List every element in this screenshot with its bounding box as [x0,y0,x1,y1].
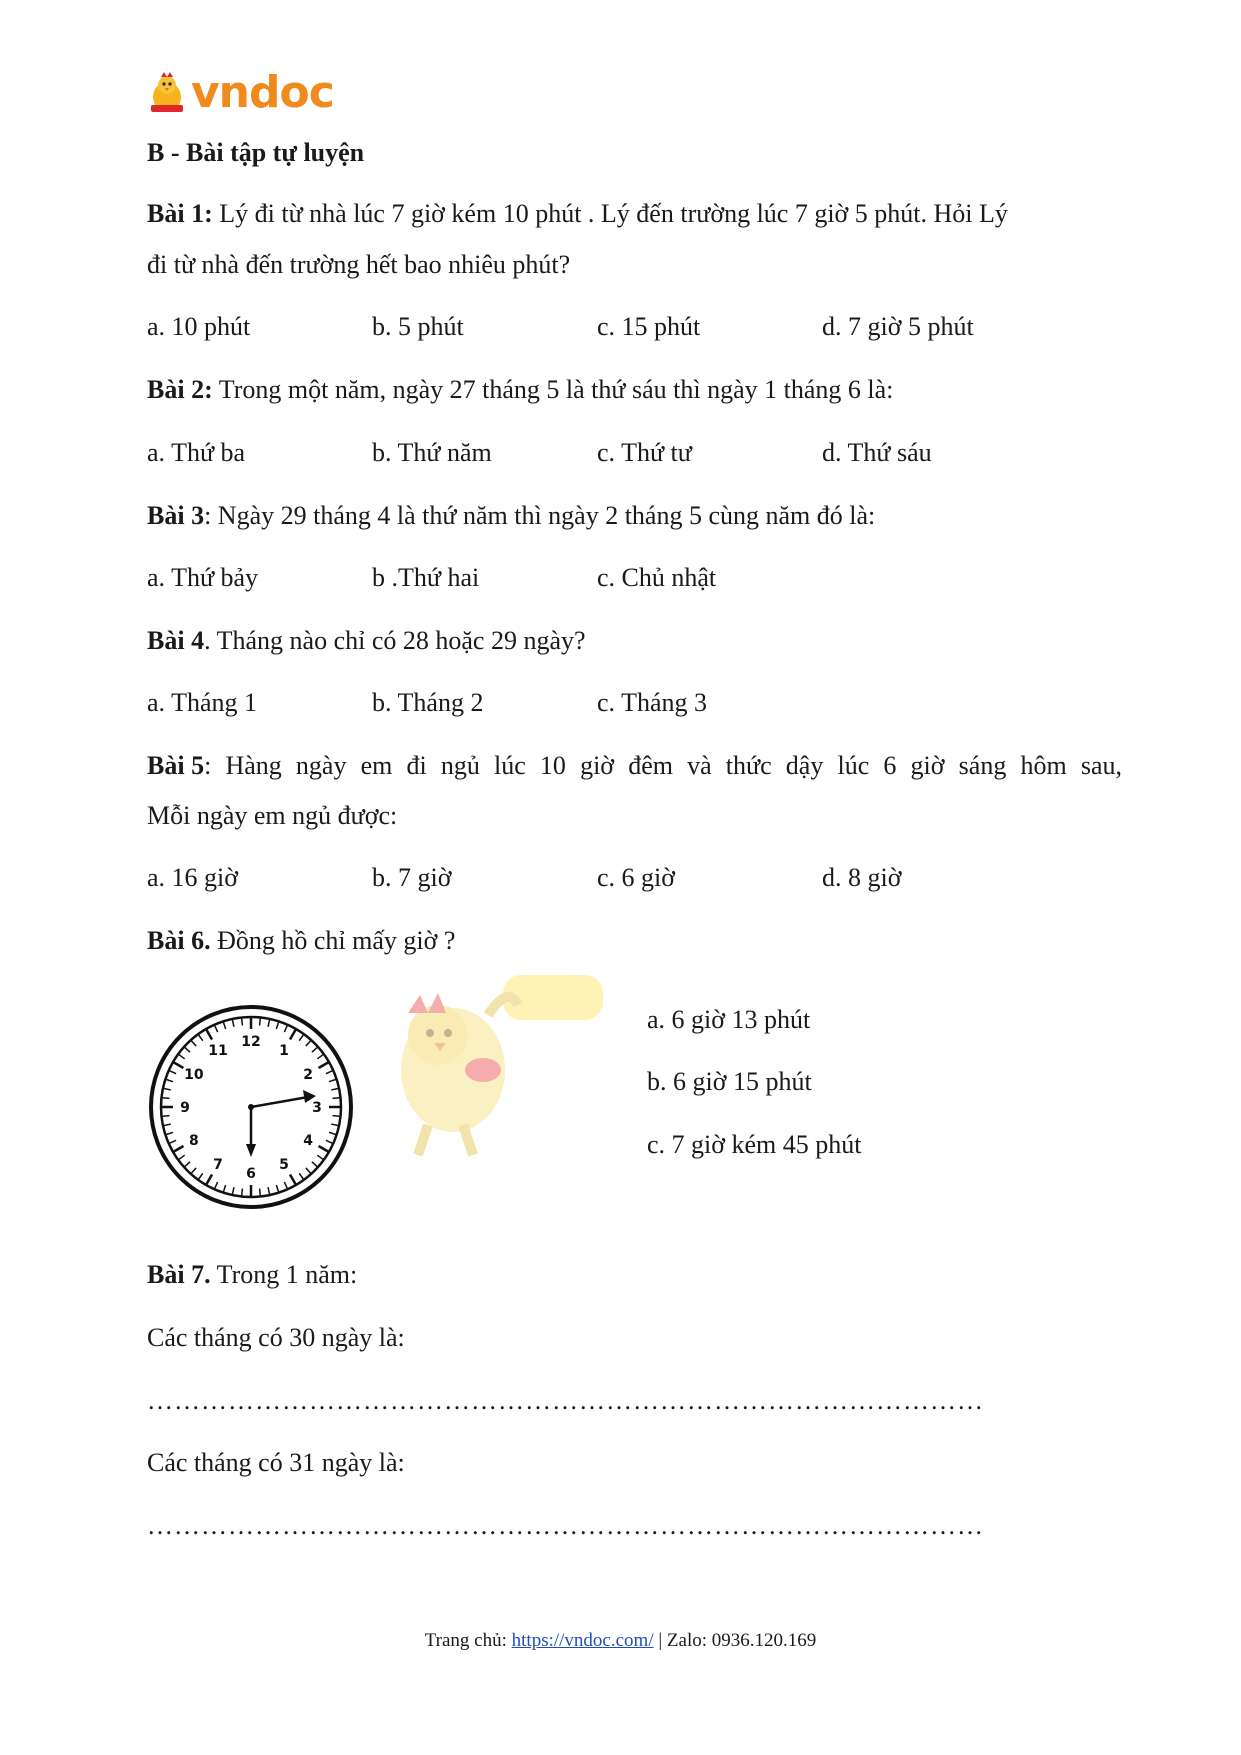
question-label: Bài 1: [147,199,213,228]
question-1-line2: đi từ nhà đến trường hết bao nhiêu phút? [147,250,571,279]
clock-number: 7 [213,1157,223,1174]
q1-option-a: a. 10 phút [147,312,251,341]
question-label: Bài 5 [147,751,205,780]
q6-option-c: c. 7 giờ kém 45 phút [647,1130,862,1159]
q4-option-a: a. Tháng 1 [147,688,257,717]
question-text: : Ngày 29 tháng 4 là thứ năm thì ngày 2 tháng 5 cùng năm đó là: [204,501,876,530]
question-label: Bài 2: [147,375,213,404]
question-7 [147,1258,357,1292]
question-5-line2: Mỗi ngày em ngủ được: [147,801,398,830]
clock-tick [162,1116,169,1117]
clock-number: 10 [184,1067,204,1083]
answer-dotted-line[interactable]: ………………………………………………………………………………… [147,1386,984,1415]
question-text: Trong 1 năm: [210,1260,358,1289]
clock-tick [260,1189,261,1196]
question-label: Bài 7. [147,1260,211,1289]
q2-option-a: a. Thứ ba [147,438,246,467]
q3-option-c: c. Chủ nhật [597,563,717,592]
section-title: B - Bài tập tự luyện [147,138,365,167]
q1-option-b: b. 5 phút [372,312,464,341]
q5-option-d: d. 8 giờ [822,863,902,892]
homepage-link[interactable]: https://vndoc.com/ [511,1630,654,1651]
clock-tick [162,1098,169,1099]
q4-option-b: b. Tháng 2 [372,688,484,717]
clock-number: 4 [303,1133,314,1149]
logo-text: vndoc [191,67,334,118]
footer-prefix: Trang chủ: [424,1630,512,1651]
clock-tick [260,1018,261,1025]
question-4 [147,624,586,658]
question-text: : Hàng ngày em đi ngủ lúc 10 giờ đêm và thức dậy lúc 6 giờ sáng hôm sau, [204,751,1122,780]
vndoc-logo [147,68,334,118]
clock-number: 12 [241,1034,261,1050]
clock-number: 1 [279,1042,289,1059]
chick-watermark-icon [368,975,608,1175]
page-footer [0,1630,1241,1652]
clock-tick [242,1018,243,1025]
q6-option-b: b. 6 giờ 15 phút [647,1067,812,1096]
months-31-days-label: Các tháng có 31 ngày là: [147,1448,405,1477]
q5-option-a: a. 16 giờ [147,863,239,892]
q2-option-c: c. Thứ tư [597,438,692,467]
q1-option-c: c. 15 phút [597,312,701,341]
question-text: Trong một năm, ngày 27 tháng 5 là thứ sáu thì ngày 1 tháng 6 là: [212,375,894,404]
clock-image [148,1004,354,1210]
q6-option-a: a. 6 giờ 13 phút [647,1005,811,1034]
question-text: Lý đi từ nhà lúc 7 giờ kém 10 phút . Lý đến trường lúc 7 giờ 5 phút. Hỏi Lý [212,199,1008,228]
question-6 [147,924,455,958]
question-1 [147,197,1008,231]
question-text: Đồng hồ chỉ mấy giờ ? [210,926,456,955]
clock-tick [333,1116,340,1117]
question-label: Bài 6. [147,926,211,955]
clock-number: 5 [279,1157,289,1174]
question-3 [147,499,875,533]
q2-option-d: d. Thứ sáu [822,438,932,467]
q4-option-c: c. Tháng 3 [597,688,707,717]
question-5 [147,749,1122,783]
footer-contact: | Zalo: 0936.120.169 [653,1630,817,1651]
question-text: . Tháng nào chỉ có 28 hoặc 29 ngày? [204,626,586,655]
clock-number: 11 [208,1042,228,1059]
q2-option-b: b. Thứ năm [372,438,492,467]
q5-option-c: c. 6 giờ [597,863,676,892]
clock-number: 2 [303,1067,314,1083]
q1-option-d: d. 7 giờ 5 phút [822,312,974,341]
answer-dotted-line[interactable]: ………………………………………………………………………………… [147,1511,984,1540]
clock-tick [242,1189,243,1196]
chick-mascot-icon [147,71,187,115]
question-2 [147,373,893,407]
q5-option-b: b. 7 giờ [372,863,452,892]
q3-option-b: b .Thứ hai [372,563,480,592]
clock-number: 8 [188,1133,199,1149]
clock-number: 6 [246,1166,256,1182]
q3-option-a: a. Thứ bảy [147,563,259,592]
months-30-days-label: Các tháng có 30 ngày là: [147,1323,405,1352]
clock-tick [333,1098,340,1099]
question-label: Bài 4 [147,626,205,655]
question-label: Bài 3 [147,501,205,530]
clock-number: 9 [180,1100,190,1116]
clock-number: 3 [312,1100,322,1116]
